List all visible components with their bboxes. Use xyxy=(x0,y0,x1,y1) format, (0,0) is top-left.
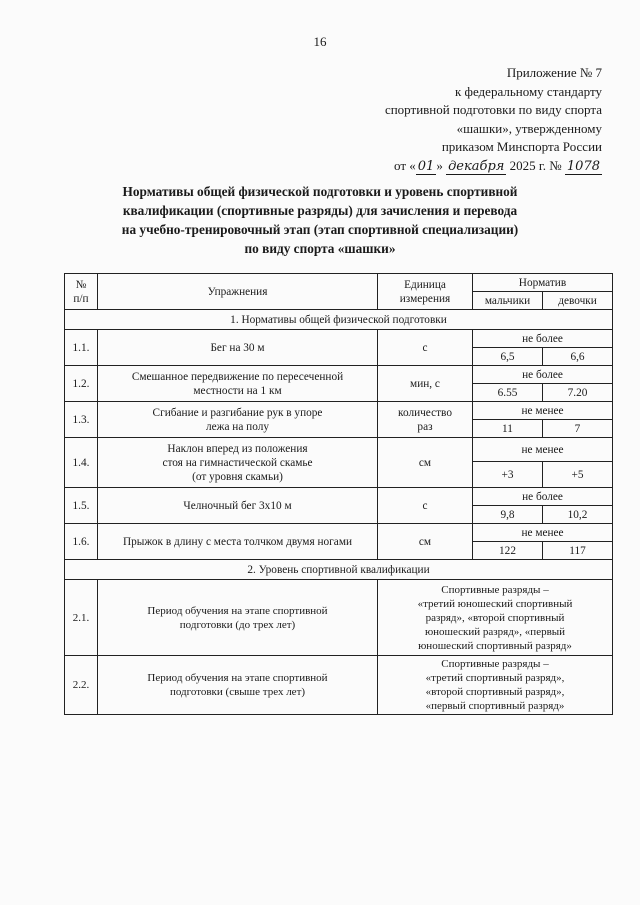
appendix-line: Приложение № 7 xyxy=(506,65,602,80)
handwritten-day: 01 xyxy=(417,158,435,174)
unit-cell: см xyxy=(378,524,473,560)
standards-table xyxy=(64,273,613,715)
girls-value: 7.20 xyxy=(543,384,613,402)
appendix-date-line xyxy=(312,157,602,177)
norm-condition: не более xyxy=(473,488,613,506)
appendix-line: приказом Минспорта России xyxy=(441,139,602,154)
section-heading: 2. Уровень спортивной квалификации xyxy=(65,560,613,580)
norm-condition: не менее xyxy=(473,438,613,462)
boys-value: 122 xyxy=(473,542,543,560)
unit-cell: мин, с xyxy=(378,366,473,402)
handwritten-number: 1078 xyxy=(566,158,600,174)
row-number: 1.4. xyxy=(65,438,98,488)
unit-cell: с xyxy=(378,330,473,366)
appendix-header xyxy=(312,64,602,176)
standards-table-wrapper xyxy=(64,273,612,715)
norm-condition: не более xyxy=(473,330,613,348)
exercise-cell: Наклон вперед из положения стоя на гимнастической скамье (от уровня скамьи) xyxy=(98,438,378,488)
col-header-boys: мальчики xyxy=(473,292,543,310)
exercise-cell: Сгибание и разгибание рук в упоре лежа на полу xyxy=(98,402,378,438)
girls-value: 117 xyxy=(543,542,613,560)
col-header-unit: Единица измерения xyxy=(378,274,473,310)
document-title xyxy=(60,182,580,258)
girls-value: 10,2 xyxy=(543,506,613,524)
title-line: Нормативы общей физической подготовки и уровень спортивной xyxy=(122,184,518,199)
title-line: квалификации (спортивные разряды) для зачисления и перевода xyxy=(122,203,518,218)
col-header-girls: девочки xyxy=(543,292,613,310)
norm-condition: не менее xyxy=(473,524,613,542)
row-number: 1.5. xyxy=(65,488,98,524)
boys-value: +3 xyxy=(473,462,543,488)
row-number: 1.2. xyxy=(65,366,98,402)
boys-value: 6,5 xyxy=(473,348,543,366)
handwritten-month: декабря xyxy=(448,158,505,174)
row-number: 2.2. xyxy=(65,656,98,715)
date-year: 2025 г. № xyxy=(509,157,562,173)
page-number: 16 xyxy=(313,34,327,49)
date-prefix: от « xyxy=(394,157,416,173)
unit-cell: количество раз xyxy=(378,402,473,438)
qualification-period: Период обучения на этапе спортивной подготовки (свыше трех лет) xyxy=(98,656,378,715)
exercise-cell: Бег на 30 м xyxy=(98,330,378,366)
appendix-line: к федеральному стандарту xyxy=(454,83,602,99)
girls-value: 7 xyxy=(543,420,613,438)
row-number: 1.1. xyxy=(65,330,98,366)
boys-value: 6.55 xyxy=(473,384,543,402)
appendix-line: «шашки», утвержденному xyxy=(456,120,602,136)
date-mid: » xyxy=(436,157,443,173)
col-header-exercise: Упражнения xyxy=(98,274,378,310)
exercise-cell: Прыжок в длину с места толчком двумя ногами xyxy=(98,524,378,560)
row-number: 2.1. xyxy=(65,580,98,656)
exercise-cell: Челночный бег 3х10 м xyxy=(98,488,378,524)
row-number: 1.6. xyxy=(65,524,98,560)
unit-cell: с xyxy=(378,488,473,524)
section-heading: 1. Нормативы общей физической подготовки xyxy=(65,310,613,330)
girls-value: +5 xyxy=(543,462,613,488)
col-header-norm: Норматив xyxy=(473,274,613,292)
col-header-number: № п/п xyxy=(65,274,98,310)
row-number: 1.3. xyxy=(65,402,98,438)
norm-condition: не более xyxy=(473,366,613,384)
qualification-ranks: Спортивные разряды – «третий юношеский спортивный разряд», «второй спортивный юношеский разряд», «первый юношеский спортивный разряд» xyxy=(378,580,613,656)
girls-value: 6,6 xyxy=(543,348,613,366)
qualification-ranks: Спортивные разряды – «третий спортивный разряд», «второй спортивный разряд», «первый спортивный разряд» xyxy=(378,656,613,715)
unit-cell: см xyxy=(378,438,473,488)
boys-value: 11 xyxy=(473,420,543,438)
qualification-period: Период обучения на этапе спортивной подготовки (до трех лет) xyxy=(98,580,378,656)
title-line: на учебно-тренировочный этап (этап спортивной специализации) xyxy=(121,222,519,237)
appendix-line: спортивной подготовки по виду спорта xyxy=(384,102,602,117)
title-line: по виду спорта «шашки» xyxy=(244,241,396,256)
norm-condition: не менее xyxy=(473,402,613,420)
boys-value: 9,8 xyxy=(473,506,543,524)
exercise-cell: Смешанное передвижение по пересеченной местности на 1 км xyxy=(98,366,378,402)
